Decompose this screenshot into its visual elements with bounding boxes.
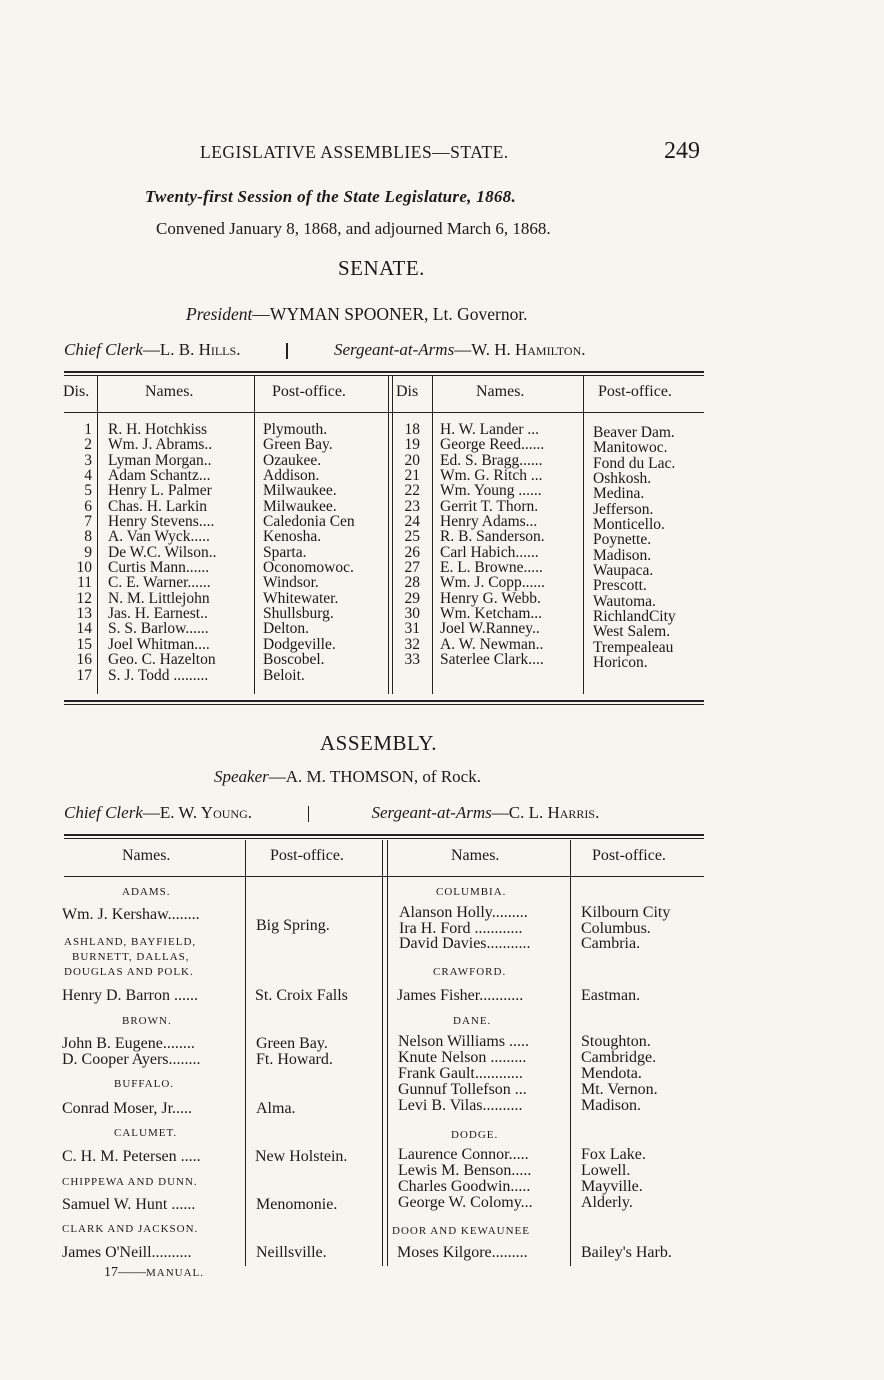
assembly-heading: ASSEMBLY. [320,731,437,755]
assembly-table-top-rule-2 [64,838,704,839]
senate-posts-list-left: Plymouth. Green Bay. Ozaukee. Addison. Milwaukee. Milwaukee. Caledonia Cen Kenosha. Sparta. Oconomowoc. Windsor. Whitewater. Shullsburg. Delton. Dodgeville. Boscobel. Beloit. [263,421,355,684]
senate-col-divider [254,376,255,694]
senate-header-post: Post-office. [272,383,346,400]
member-name: John B. Eugene........ [62,1035,195,1052]
page-number: 249 [664,138,700,164]
member-post-office: Ft. Howard. [256,1051,333,1068]
member-name: James Fisher........... [397,987,524,1004]
member-name: James O'Neill.......... [62,1244,192,1261]
member-post-office: Menomonie. [256,1196,338,1213]
senate-header-post-2: Post-office. [598,383,672,400]
senate-table-top-rule [64,371,704,373]
county-heading: DANE. [453,1015,492,1027]
county-heading: ADAMS. [122,886,171,898]
senate-chief-clerk-label: Chief Clerk [64,340,143,359]
senate-header-dis-2: Dis [396,383,419,400]
assembly-header-names-2: Names. [451,847,500,864]
member-posts-dane: Stoughton. Cambridge. Mendota. Mt. Vernon. Madison. [581,1033,658,1114]
member-name: C. H. M. Petersen ..... [62,1148,201,1165]
assembly-col-divider [387,840,388,1266]
convened-line: Convened January 8, 1868, and adjourned March 6, 1868. [156,219,551,238]
member-post-office: St. Croix Falls [255,987,348,1004]
senate-chief-clerk-value: —L. B. Hills. [142,340,241,359]
senate-col-divider [388,376,389,694]
member-name: Henry D. Barron ...... [62,987,198,1004]
senate-posts-list-right: Beaver Dam. Manitowoc. Fond du Lac. Oshkosh. Medina. Jefferson. Monticello. Poynette. Madison. Waupaca. Prescott. Wautoma. RichlandCity West Salem. Trempealeau Horicon. [593,424,676,672]
signature-number: 17 [104,1265,118,1280]
officers-separator [286,343,288,359]
assembly-sergeant-label: Sergeant-at-Arms [371,803,492,822]
county-heading: DOOR AND KEWAUNEE [392,1225,530,1237]
member-names-dane: Nelson Williams ..... Knute Nelson ......... Frank Gault............ Gunnuf Tollefson ... Levi B. Vilas.......... [398,1033,530,1114]
senate-header-dis: Dis. [63,383,90,400]
senate-col-divider [583,376,584,694]
senate-table-bottom-rule [64,700,704,702]
senate-district-list-right: 18 19 20 21 22 23 24 25 26 27 28 29 30 31 32 33 [404,421,420,669]
senate-header-rule [64,412,704,413]
member-name: Wm. J. Kershaw........ [62,906,200,923]
signature-mark [104,1265,204,1281]
senate-president-line [186,304,528,325]
assembly-speaker-line [214,767,481,787]
member-name: D. Cooper Ayers........ [62,1051,201,1068]
assembly-sergeant-value: —C. L. Harris. [491,803,600,822]
assembly-chief-clerk-label: Chief Clerk [64,803,143,822]
member-post-office: Eastman. [581,987,641,1004]
senate-header-names: Names. [145,383,194,400]
county-heading: CLARK AND JACKSON. [62,1223,199,1235]
running-header: LEGISLATIVE ASSEMBLIES—STATE. [200,142,509,162]
member-name: Samuel W. Hunt ...... [62,1196,196,1213]
assembly-header-post: Post-office. [270,847,344,864]
county-heading: BROWN. [122,1015,172,1027]
county-heading: DODGE. [451,1129,499,1141]
senate-names-list-right: H. W. Lander ... George Reed...... Ed. S. Bragg...... Wm. G. Ritch ... Wm. Young ...... Gerrit T. Thorn. Henry Adams... R. B. Sanderson. Carl Habich...... E. L. Browne..... Wm. J. Copp...... Henry G. Webb. Wm. Ketcham... Joel W.Ranney.. A. W. Newman.. Saterlee Clark.... [440,421,546,669]
county-heading: DOUGLAS AND POLK. [64,966,194,978]
member-post-office: Neillsville. [256,1244,327,1261]
assembly-officers-line [64,803,599,823]
senate-sergeant-label: Sergeant-at-Arms [333,340,455,359]
member-post-office: Bailey's Harb. [581,1244,672,1261]
senate-names-list-left: R. H. Hotchkiss Wm. J. Abrams.. Lyman Morgan.. Adam Schantz... Henry L. Palmer Chas. H. Larkin Henry Stevens.... A. Van Wyck..... De W.C. Wilson.. Curtis Mann...... C. E. Warner...... N. M. Littlejohn Jas. H. Earnest.. S. S. Barlow...... Joel Whitman.... Geo. C. Hazelton S. J. Todd ......... [108,421,217,684]
assembly-col-divider [570,840,571,1266]
senate-col-divider [392,376,393,694]
speaker-label: Speaker [214,767,269,786]
senate-table-bottom-rule-2 [64,704,704,705]
member-post-office: New Holstein. [255,1148,348,1165]
senate-officers-line [64,340,586,360]
assembly-header-post-2: Post-office. [592,847,666,864]
senate-col-divider [432,376,433,694]
member-names-dodge: Laurence Connor..... Lewis M. Benson..... Charles Goodwin..... George W. Colomy... [398,1146,533,1211]
senate-table-top-rule-2 [64,375,704,376]
senate-header-names-2: Names. [476,383,525,400]
assembly-col-divider [245,840,246,1266]
session-title: Twenty-first Session of the State Legislature, 1868. [145,187,517,206]
assembly-header-rule [64,876,704,877]
member-names-columbia: Alanson Holly......... Ira H. Ford ............ David Davies........... [399,904,531,952]
member-name: Conrad Moser, Jr..... [62,1100,193,1117]
member-post-office: Big Spring. [256,917,330,934]
county-heading: BURNETT, DALLAS, [72,951,190,963]
senate-col-divider [97,376,98,694]
senate-district-list-left: 1 2 3 4 5 6 7 8 9 10 11 12 13 14 15 16 17 [76,421,92,684]
signature-dash: —— [118,1265,146,1280]
assembly-table-top-rule [64,834,704,836]
president-label: President [186,304,253,324]
speaker-value: —A. M. THOMSON, of Rock. [268,767,481,786]
county-heading: ASHLAND, BAYFIELD, [64,936,197,948]
member-post-office: Alma. [256,1100,296,1117]
senate-heading: SENATE. [338,256,425,280]
county-heading: CALUMET. [114,1127,178,1139]
officers-separator [308,806,310,822]
assembly-chief-clerk-value: —E. W. Young. [142,803,252,822]
member-name: Moses Kilgore......... [397,1244,528,1261]
county-heading: CRAWFORD. [433,966,507,978]
county-heading: CHIPPEWA AND DUNN. [62,1176,198,1188]
county-heading: BUFFALO. [114,1078,175,1090]
member-post-office: Green Bay. [256,1035,328,1052]
county-heading: COLUMBIA. [436,886,507,898]
member-posts-dodge: Fox Lake. Lowell. Mayville. Alderly. [581,1146,646,1211]
assembly-header-names: Names. [122,847,171,864]
senate-sergeant-value: —W. H. Hamilton. [454,340,586,359]
assembly-col-divider [382,840,383,1266]
member-posts-columbia: Kilbourn City Columbus. Cambria. [581,904,671,952]
signature-label: MANUAL. [146,1267,205,1279]
president-value: —WYMAN SPOONER, Lt. Governor. [252,304,528,324]
